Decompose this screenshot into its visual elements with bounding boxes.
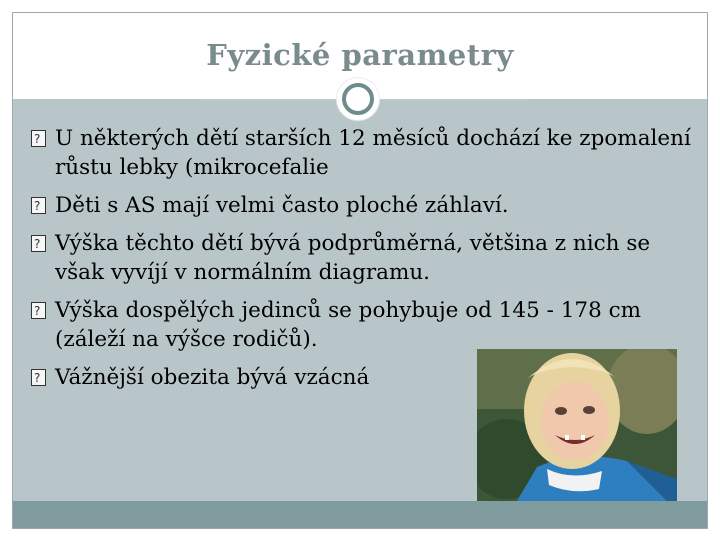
- bullet-item: [31, 296, 696, 354]
- child-photo: [477, 349, 677, 501]
- circle-ornament-icon: [337, 78, 379, 120]
- bullet-text: Vážnější obezita bývá vzácná: [55, 365, 370, 390]
- bullet-item: [31, 191, 696, 220]
- missing-glyph-box-icon: [31, 130, 46, 147]
- child-portrait-image: [477, 349, 677, 501]
- bullet-text: Výška těchto dětí bývá podprůměrná, většina z nich se však vyvíjí v normálním diagramu.: [55, 231, 651, 285]
- missing-glyph-box-icon: [31, 235, 46, 252]
- missing-glyph-box-icon: [31, 369, 46, 386]
- bullet-item: [31, 124, 696, 182]
- bullet-text: Děti s AS mají velmi často ploché záhlaví.: [55, 193, 509, 218]
- bullet-item: [31, 229, 696, 287]
- missing-glyph-box-icon: [31, 197, 46, 214]
- bullet-text: U některých dětí starších 12 měsíců dochází ke zpomalení růstu lebky (mikrocefalie: [55, 126, 691, 180]
- bullet-text: Výška dospělých jedinců se pohybuje od 145 - 178 cm (záleží na výšce rodičů).: [55, 298, 642, 352]
- missing-glyph-box-icon: [31, 302, 46, 319]
- bottom-bar: [13, 501, 707, 528]
- slide-title: Fyzické parametry: [206, 38, 514, 72]
